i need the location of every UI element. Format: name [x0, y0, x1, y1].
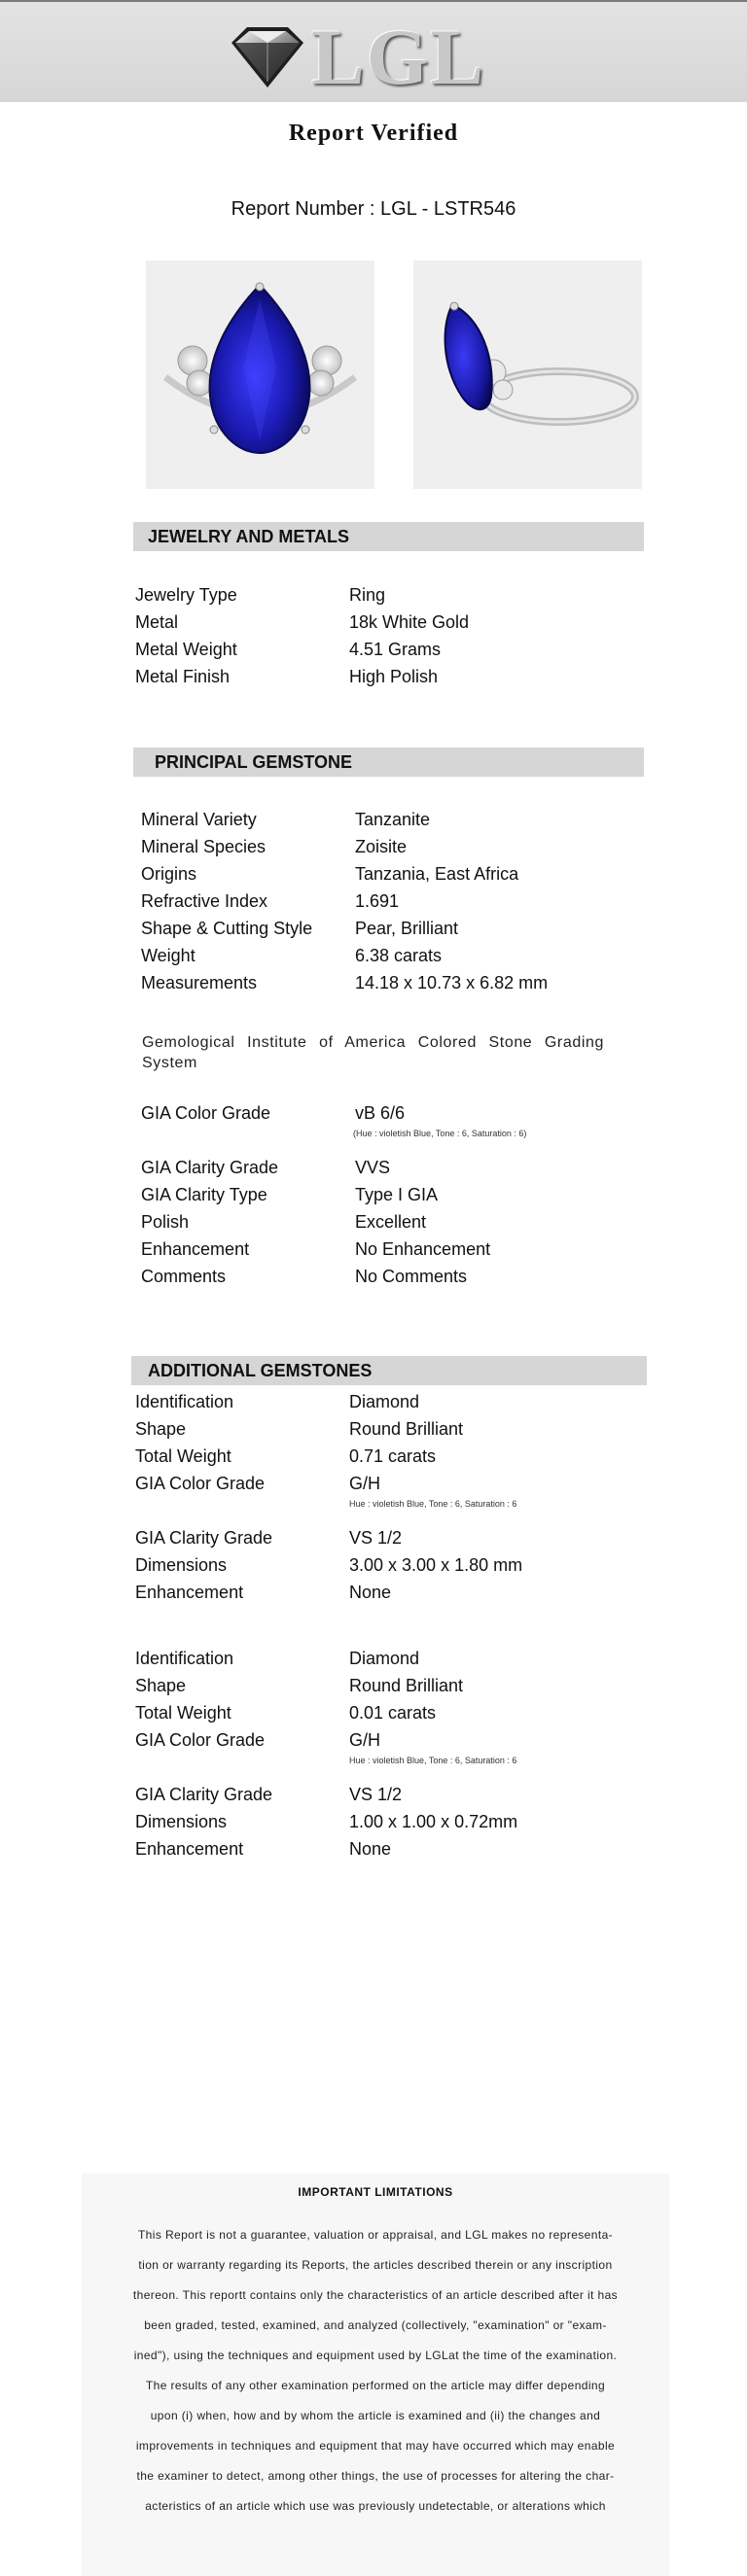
row-label: Mineral Variety: [141, 810, 257, 829]
report-number: Report Number : LGL - LSTR546: [231, 198, 516, 220]
row-value: VVS: [355, 1158, 391, 1177]
row-value: G/H: [349, 1730, 381, 1750]
row-label: Identification: [135, 1649, 234, 1668]
row-value: 14.18 x 10.73 x 6.82 mm: [355, 973, 549, 992]
row-label: Shape: [135, 1676, 187, 1695]
row-label: Metal: [135, 612, 179, 632]
row-label: Total Weight: [135, 1446, 231, 1466]
section-heading-principal: PRINCIPAL GEMSTONE: [133, 748, 644, 777]
limitations-line: The results of any other examination performed on the article may differ depending: [145, 2379, 606, 2392]
row-value: vB 6/6: [355, 1103, 406, 1123]
diamond-icon: [226, 21, 309, 91]
ring-front-photo: [146, 261, 374, 489]
row-value: None: [349, 1839, 392, 1859]
color-grade-note: Hue : violetish Blue, Tone : 6, Saturation : 6: [349, 1756, 517, 1765]
row-value: High Polish: [349, 667, 439, 686]
limitations-line: ined"), using the techniques and equipment used by LGLat the time of the examination.: [133, 2349, 618, 2362]
row-label: Jewelry Type: [135, 585, 237, 605]
pear-tanzanite-ring-front-icon: [146, 261, 374, 489]
limitations-line: thereon. This reportt contains only the characteristics of an article described after it has: [132, 2288, 619, 2302]
row-label: Metal Finish: [135, 667, 231, 686]
row-value: 1.00 x 1.00 x 0.72mm: [349, 1812, 518, 1831]
limitations-line: acteristics of an article which use was previously undetectable, or alterations which: [145, 2499, 606, 2513]
site-header: [0, 2, 747, 102]
limitations-line: improvements in techniques and equipment that may have occurred which may enable: [135, 2439, 616, 2453]
row-value: 18k White Gold: [349, 612, 470, 632]
row-value: VS 1/2: [349, 1528, 403, 1548]
limitations-line: the examiner to detect, among other things, the use of processes for altering the char-: [136, 2469, 615, 2483]
color-grade-note: Hue : violetish Blue, Tone : 6, Saturation : 6: [349, 1499, 517, 1509]
row-value: 0.71 carats: [349, 1446, 437, 1466]
row-label: Identification: [135, 1392, 234, 1411]
section-heading-jewelry: JEWELRY AND METALS: [133, 522, 644, 551]
row-label: Mineral Species: [141, 837, 267, 856]
limitations-line: This Report is not a guarantee, valuation or appraisal, and LGL makes no representa-: [137, 2228, 614, 2242]
row-label: Enhancement: [135, 1839, 244, 1859]
limitations-line: upon (i) when, how and by whom the article is examined and (ii) the changes and: [150, 2409, 601, 2422]
row-value: Type I GIA: [355, 1185, 439, 1204]
gia-grading-system-note: Gemological Institute of America Colored Stone Grading System: [142, 1034, 604, 1071]
limitations-line: tion or warranty regarding its Reports, the articles described therein or any inscription: [138, 2258, 613, 2272]
pear-tanzanite-ring-side-icon: [413, 261, 642, 489]
row-value: None: [349, 1583, 392, 1602]
row-value: No Comments: [355, 1267, 468, 1286]
row-label: GIA Clarity Type: [141, 1185, 267, 1204]
row-value: Tanzanite: [355, 810, 431, 829]
limitations-heading: IMPORTANT LIMITATIONS: [298, 2185, 453, 2199]
row-label: Weight: [141, 946, 196, 965]
row-label: Dimensions: [135, 1812, 228, 1831]
row-label: Origins: [141, 864, 197, 884]
row-value: 0.01 carats: [349, 1703, 437, 1723]
row-label: Dimensions: [135, 1555, 228, 1575]
row-label: Refractive Index: [141, 891, 268, 911]
row-value: VS 1/2: [349, 1785, 403, 1804]
row-label: Comments: [141, 1267, 227, 1286]
row-label: Polish: [141, 1212, 190, 1232]
color-grade-note: (Hue : violetish Blue, Tone : 6, Saturation : 6): [353, 1129, 527, 1138]
row-value: Diamond: [349, 1649, 420, 1668]
row-label: Shape & Cutting Style: [141, 919, 313, 938]
row-value: Zoisite: [355, 837, 408, 856]
row-label: Enhancement: [141, 1239, 250, 1259]
row-label: GIA Color Grade: [135, 1474, 266, 1493]
row-label: GIA Clarity Grade: [135, 1528, 273, 1548]
row-value: Diamond: [349, 1392, 420, 1411]
limitations-text: [91, 2228, 659, 2529]
lgl-logo[interactable]: [226, 13, 486, 101]
row-value: 1.691: [355, 891, 400, 911]
row-label: Metal Weight: [135, 640, 237, 659]
row-label: Total Weight: [135, 1703, 231, 1723]
row-value: 4.51 Grams: [349, 640, 442, 659]
page-title: Report Verified: [288, 121, 459, 146]
row-value: Tanzania, East Africa: [355, 864, 519, 884]
row-label: GIA Color Grade: [141, 1103, 271, 1123]
row-label: Enhancement: [135, 1583, 244, 1602]
important-limitations: [82, 2174, 669, 2576]
section-heading-additional: ADDITIONAL GEMSTONES: [131, 1356, 647, 1385]
row-value: Ring: [349, 585, 386, 605]
limitations-line: been graded, tested, examined, and analyzed (collectively, "examination" or "exam-: [144, 2318, 607, 2332]
row-label: GIA Clarity Grade: [141, 1158, 279, 1177]
row-label: Shape: [135, 1419, 187, 1439]
row-label: GIA Color Grade: [135, 1730, 266, 1750]
row-value: 3.00 x 3.00 x 1.80 mm: [349, 1555, 523, 1575]
row-value: Pear, Brilliant: [355, 919, 459, 938]
row-label: Measurements: [141, 973, 258, 992]
row-value: 6.38 carats: [355, 946, 443, 965]
logo-text: LGL: [311, 13, 486, 101]
row-value: Round Brilliant: [349, 1676, 464, 1695]
row-value: Round Brilliant: [349, 1419, 464, 1439]
ring-side-photo: [413, 261, 642, 489]
row-value: No Enhancement: [355, 1239, 491, 1259]
row-value: G/H: [349, 1474, 381, 1493]
row-label: GIA Clarity Grade: [135, 1785, 273, 1804]
row-value: Excellent: [355, 1212, 427, 1232]
